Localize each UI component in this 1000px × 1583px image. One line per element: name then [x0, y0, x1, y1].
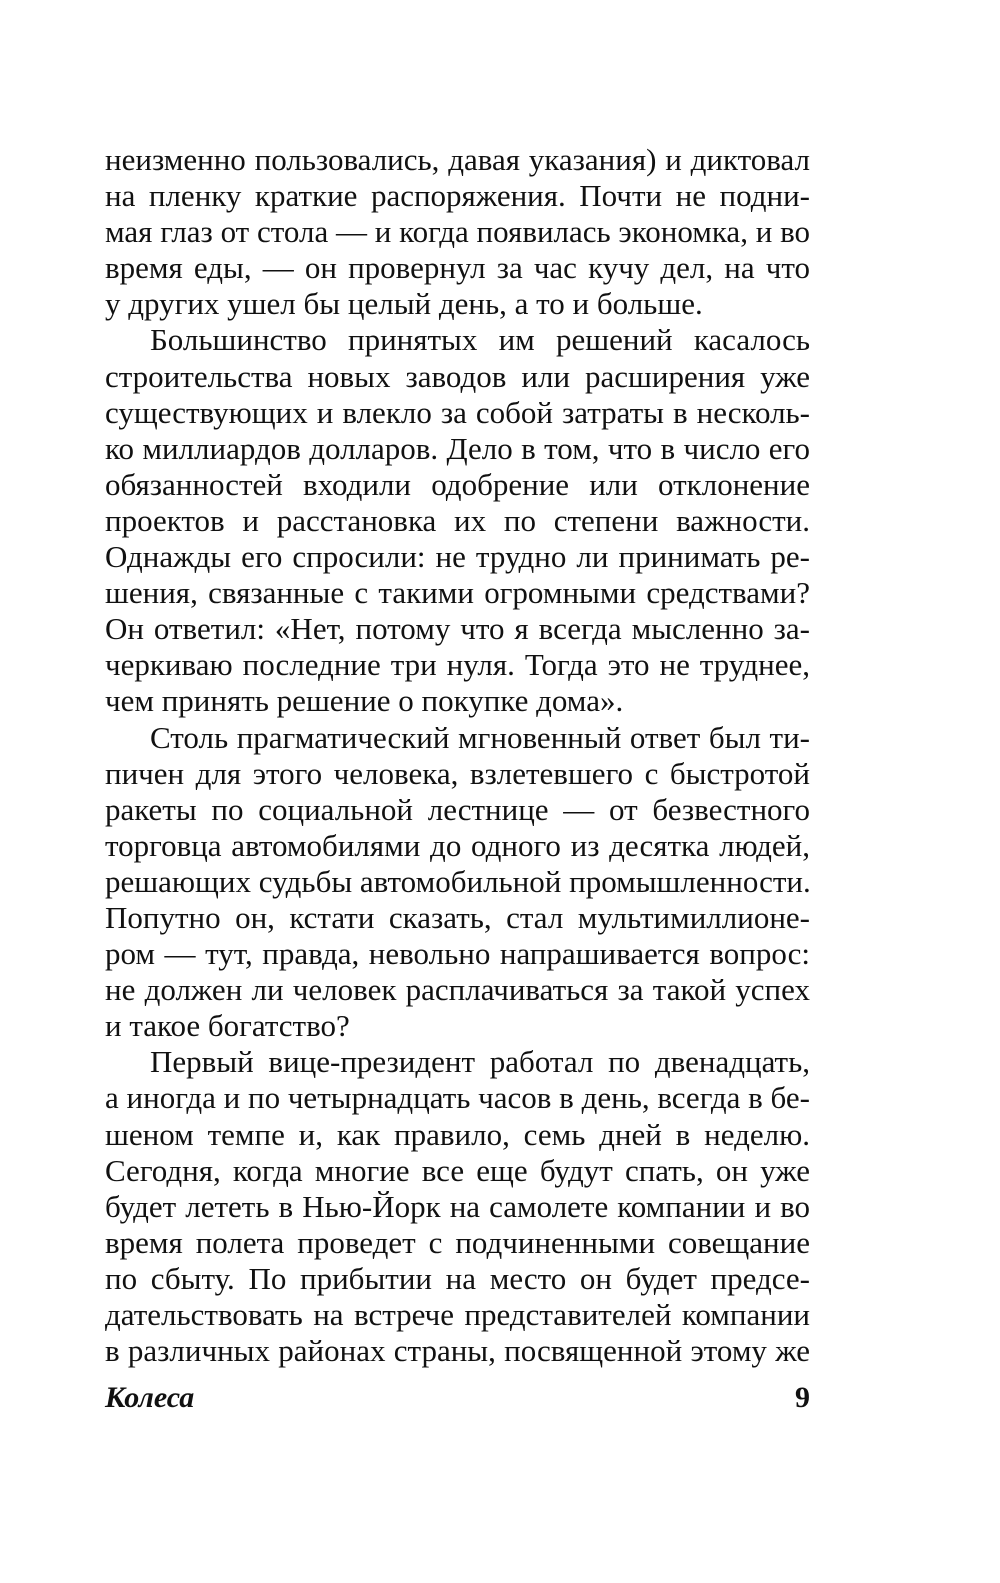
- text-line: Сегодня, когда многие все еще будут спать, он уже: [105, 1152, 810, 1188]
- paragraph: [105, 142, 810, 322]
- text-line: Первый вице-президент работал по двенадцать,: [150, 1044, 810, 1080]
- text-line: время еды, — он провернул за час кучу дел, на что: [105, 250, 810, 286]
- text-line: Большинство принятых им решений касалось: [150, 322, 810, 358]
- text-line: Он ответил: «Нет, потому что я всегда мысленно за-: [105, 611, 810, 647]
- text-line: проектов и расстановка их по степени важности.: [105, 502, 810, 538]
- text-line: шеном темпе и, как правило, семь дней в неделю.: [105, 1116, 810, 1152]
- text-line: и такое богатство?: [105, 1008, 350, 1044]
- text-line: шения, связанные с такими огромными средствами?: [105, 575, 810, 611]
- text-line: существующих и влекло за собой затраты в несколь-: [105, 394, 810, 430]
- text-line: дательствовать на встрече представителей компании: [105, 1297, 810, 1332]
- text-line: неизменно пользовались, давая указания) и диктовал: [105, 142, 810, 177]
- text-line: ко миллиардов долларов. Дело в том, что в число его: [105, 430, 810, 466]
- text-line: на пленку краткие распоряжения. Почти не подни-: [105, 178, 810, 214]
- text-line: обязанностей входили одобрение или отклонение: [105, 466, 810, 502]
- text-line: строительства новых заводов или расширения уже: [105, 358, 810, 394]
- running-title: Колеса: [105, 1381, 195, 1414]
- text-line: Однажды его спросили: не трудно ли принимать ре-: [105, 539, 810, 575]
- text-line: не должен ли человек расплачиваться за такой успех: [105, 972, 810, 1008]
- text-line: Попутно он, кстати сказать, стал мультимиллионе-: [105, 899, 810, 935]
- text-line: в различных районах страны, посвященной этому же: [105, 1333, 810, 1369]
- paragraph: [105, 720, 810, 1045]
- text-line: черкиваю последние три нуля. Тогда это не труднее,: [105, 647, 810, 683]
- text-line: ром — тут, правда, невольно напрашивается вопрос:: [105, 936, 810, 972]
- text-line: по сбыту. По прибытии на место он будет предсе-: [105, 1260, 810, 1296]
- text-line: ракеты по социальной лестнице — от безвестного: [105, 791, 810, 827]
- page-number: 9: [795, 1381, 810, 1414]
- text-line: у других ушел бы целый день, а то и больше.: [105, 286, 703, 322]
- text-line: мая глаз от стола — и когда появилась экономка, и во: [105, 214, 810, 250]
- paragraph: [105, 322, 810, 719]
- text-line: торговца автомобилями до одного из десятка людей,: [105, 827, 810, 863]
- text-line: Столь прагматический мгновенный ответ был ти-: [150, 719, 810, 755]
- text-line: время полета проведет с подчиненными совещание: [105, 1224, 810, 1260]
- page-footer: [105, 1378, 810, 1418]
- text-line: решающих судьбы автомобильной промышленности.: [105, 863, 811, 899]
- text-line: а иногда и по четырнадцать часов в день, всегда в бе-: [105, 1080, 810, 1116]
- paragraph: [105, 1044, 810, 1369]
- text-line: чем принять решение о покупке дома».: [105, 683, 624, 719]
- page-body: [105, 142, 810, 1369]
- text-line: будет лететь в Нью-Йорк на самолете компании и во: [105, 1188, 810, 1224]
- text-line: пичен для этого человека, взлетевшего с быстротой: [105, 755, 810, 791]
